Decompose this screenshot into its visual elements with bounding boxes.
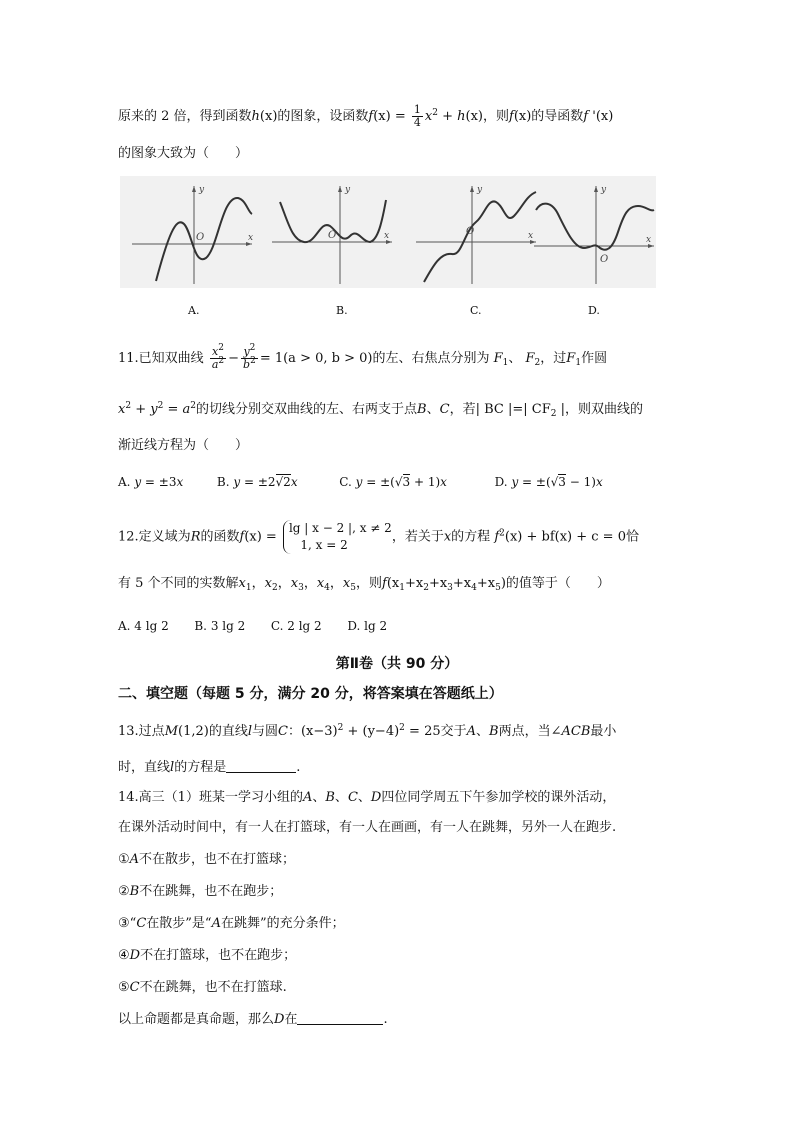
q10-option-c: C. [470,304,482,317]
q11-line3: 渐近线方程为（ ） [118,438,249,453]
q13-text-f: 最小 [590,724,617,739]
section-subtitle: 二、填空题（每题 5 分，满分 20 分，将答案填在答题纸上） [118,686,503,702]
graph-b [266,176,394,288]
svg-text:y: y [601,185,607,195]
q14-statement-3: ③“C在散步”是“A在跳舞”的充分条件； [118,916,345,931]
svg-text:y: y [345,185,351,195]
q12-line2: 有 5 个不同的实数解$x_1$，$x_2$，$x_3$，$x_4$，$x_5$，则$f(x_1+x_2+x_3+x_4+x_5)$的值等于（ ） [118,576,610,593]
q14-statement-1: ①A不在散步，也不在打篮球； [118,852,296,867]
q13-text-e: 两点，当 [498,724,551,739]
q14-line1: 14.高三（1）班某一学习小组的A、B、C、D四位同学周五下午参加学校的课外活动， [118,790,616,805]
piecewise-function: lg | x − 2 |, x ≠ 2 1, x = 2 [283,520,392,554]
q11-text-g: ，则双曲线的 [564,402,643,417]
q10-text-b: 的图象，设函数 [277,109,369,124]
q12-text-a: 12.定义域为 [118,529,191,545]
q11-text-a: 11.已知双曲线 [118,351,204,366]
q14-line2: 在课外活动时间中，有一人在打篮球，有一人在画画，有一人在跳舞，另外一人在跑步. [118,820,617,835]
svg-text:O: O [328,230,337,241]
q14-statement-5: ⑤C不在跳舞，也不在打篮球. [118,980,287,995]
q11-line2: $x^2 + y^2 = a^2$的切线分别交双曲线的左、右两支于点B、C，若| BC |=| $CF_2$ |，则双曲线的 [118,401,643,419]
svg-text:x: x [528,231,534,241]
option-graphs [120,176,656,288]
q14-statement-4: ④D不在打篮球，也不在跑步； [118,948,297,963]
q12-options: A. 4 lg 2 B. 3 lg 2 C. 2 lg 2 D. lg 2 [118,619,388,633]
svg-text:y: y [199,185,205,195]
q12-text-e: 恰 [625,529,639,545]
q14-statement-2: ②B不在跳舞，也不在跑步； [118,884,283,899]
q13-line1: 13.过点M(1,2)的直线l与圆C：$(x-3)^2 + (y-4)^2 = 25$交于A、B两点，当∠ACB最小 [118,723,617,739]
q14-text-b: 四位同学周五下午参加学校的课外活动， [381,790,616,805]
q10-option-d: D. [588,304,600,317]
q12-text-b: 的函数 [200,529,240,545]
graph-a [126,176,254,288]
q12-text-d: 的方程 [451,529,491,545]
graph-c [410,176,538,288]
q10-option-b: B. [336,304,348,317]
svg-text:O: O [600,254,609,265]
q12-text-f: 有 5 个不同的实数解 [118,576,239,591]
q13-line2: 时，直线l的方程是 . [118,760,301,775]
fraction-x2-a2: $\frac{x^2}{a^2}$ [211,343,225,371]
q14-text-a: 14.高三（1）班某一学习小组的 [118,790,303,805]
q14-last-line: 以上命题都是真命题，那么D在 . [118,1012,388,1027]
answer-blank-d[interactable] [297,1010,383,1025]
q13-text-b: 的直线 [208,724,248,739]
q11-text-b: 的左、右焦点分别为 [372,351,490,366]
answer-blank[interactable] [226,758,296,773]
q13-text-c: 与圆 [252,724,279,739]
q11-text-f: ，若 [449,402,476,417]
q11-text-c: ，过 [540,351,567,366]
q11-options: A. y = ±3x B. y = ±2√2x C. y = ±(√3 + 1)x D. y = ±(√3 − 1)x [118,475,603,489]
q13-text-d: 交于 [440,724,467,739]
q10-option-a: A. [188,304,200,317]
graph-d [528,176,656,288]
svg-text:O: O [466,226,475,237]
q10-text-c: ，则 [482,109,509,124]
q12-line1: 12.定义域为R的函数f(x) = lg | x − 2 |, x ≠ 2 1, x = 2，若关于x的方程 $f^2(x) + bf(x) + c = 0$恰 [118,521,639,552]
q13-text-a: 13.过点 [118,724,165,739]
fraction-quarter: $\frac{1}{4}$ [413,103,421,129]
q10-line2: 的图象大致为（ ） [118,146,249,161]
q12-text-h: 的值等于（ ） [505,576,610,591]
q11-text-d: 作圆 [581,351,608,366]
svg-text:y: y [477,185,483,195]
q10-text-a: 原来的 2 倍，得到函数 [118,109,252,124]
q11-text-e: 的切线分别交双曲线的左、右两支于点 [196,402,418,417]
q12-text-c: ，若关于 [391,529,444,545]
q13-text-g: 时，直线 [118,760,171,775]
svg-text:x: x [248,233,254,243]
q12-text-g: ，则 [356,576,383,591]
section-title: 第Ⅱ卷（共 90 分） [335,656,459,672]
fraction-y2-b2: $\frac{y^2}{b^2}$ [243,343,256,371]
q10-text-d: 的导函数 [531,109,584,124]
q10-line1: 原来的 2 倍，得到函数h(x)的图象，设函数f(x) = $\frac{1}{4}$ $x^2 + h(x)$，则f(x)的导函数f '(x) [118,103,614,129]
q13-text-h: 的方程是 [174,760,227,775]
svg-text:x: x [646,235,652,245]
svg-text:x: x [384,231,390,241]
q11-line1: 11.已知双曲线 $\frac{x^2}{a^2}$ − $\frac{y^2}{b^2}$ = 1(a > 0, b > 0)的左、右焦点分别为 $F_1$、 $F_2$，过$F_1$作圆 [118,343,608,371]
svg-text:O: O [196,232,205,243]
